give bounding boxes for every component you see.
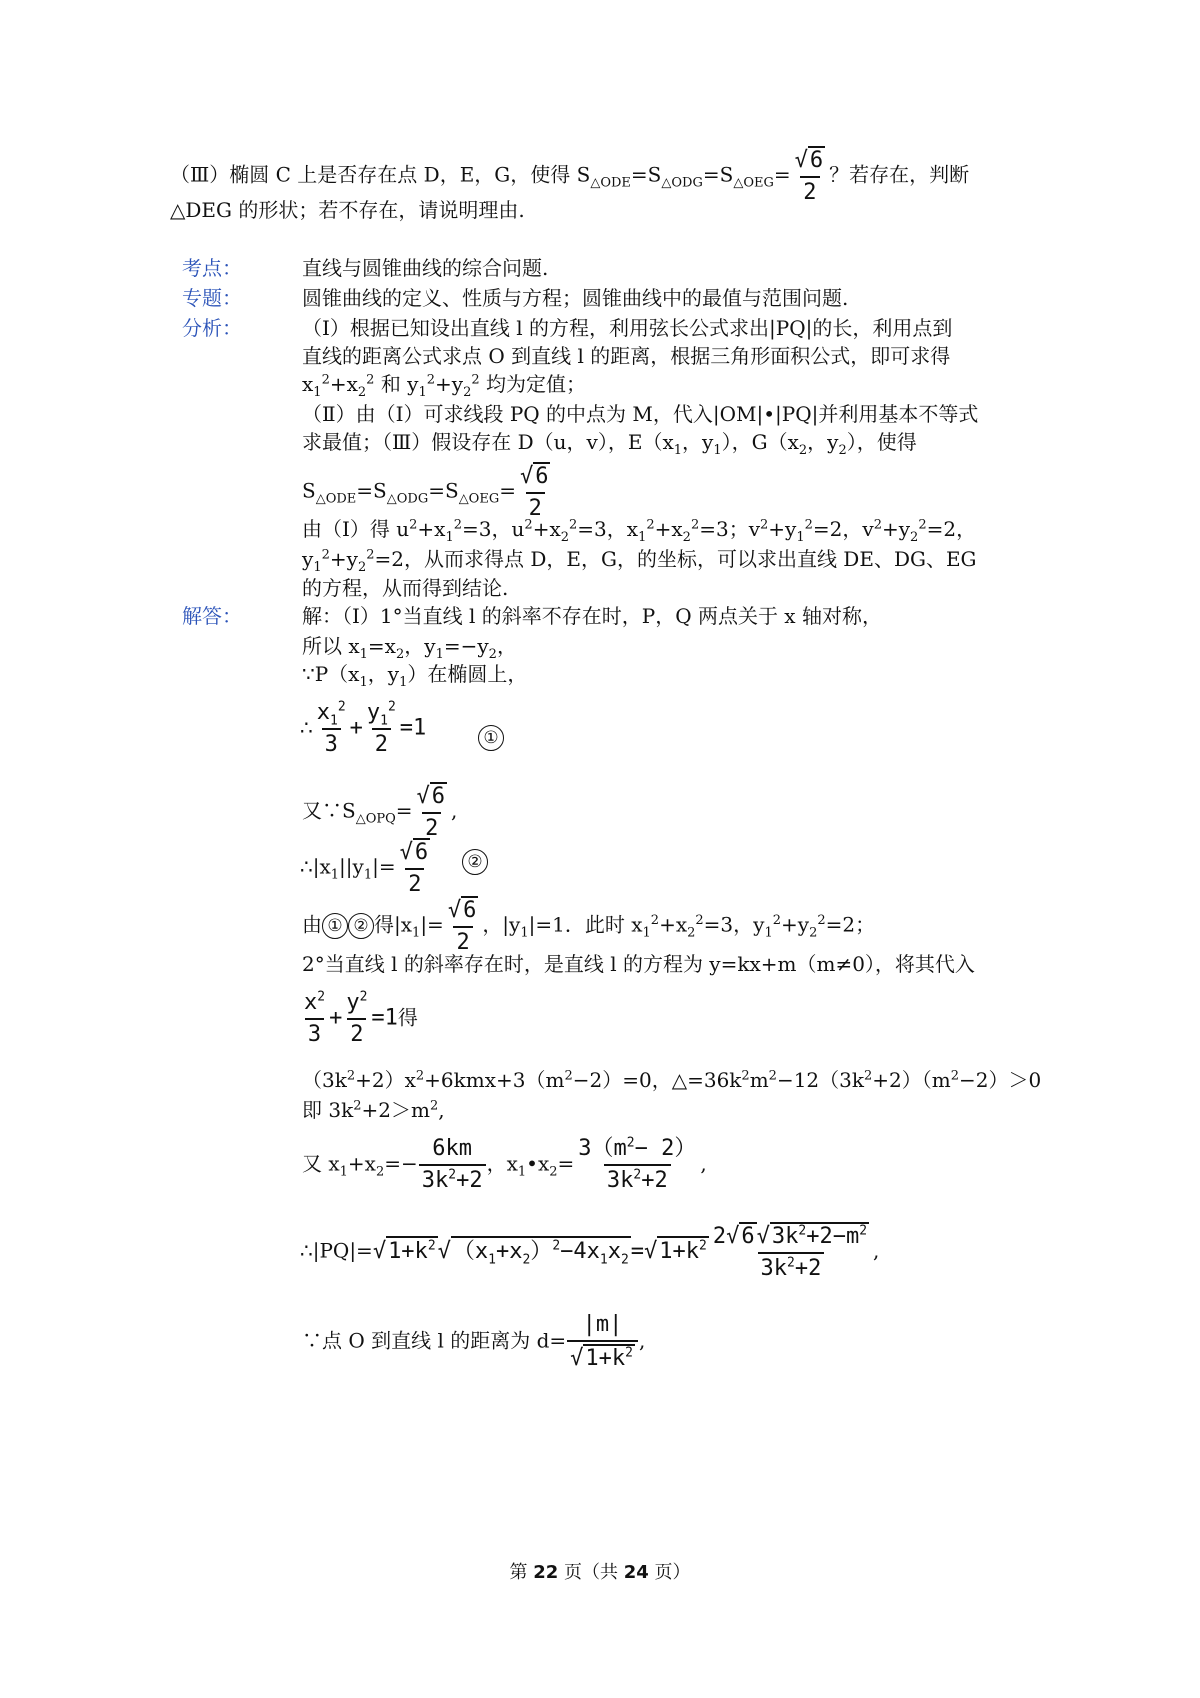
fenxi-line-8: $y_1^2+y_2^2=2$，从而求得点 D，E，G，的坐标，可以求出直线 DE、DG、EG [302, 547, 977, 575]
fenxi-line-7: 由（Ⅰ）得 $u^2+x_1^2=3$，$u^2+x_2^2=3$，$x_1^2+x_2^2=3$；$v^2+y_1^2=2$，$v^2+y_2^2=2$， [302, 517, 977, 545]
eq-distance: ∵点 O 到直线 l 的距离为 d= $\frac{|m|}{√1+k^2}$ , [302, 1312, 646, 1371]
fenxi-line-2: 直线的距离公式求点 O 到直线 l 的距离，根据三角形面积公式，即可求得 [302, 344, 951, 368]
fenxi-line-9: 的方程，从而得到结论. [302, 576, 509, 600]
question-line-1: （Ⅲ）椭圆 C 上是否存在点 D，E，G，使得 $S_{\triangle ODE}=S_{\triangle ODG}=S_{\triangle OEG}=$ $\frac{√6}{2}$ ？若存在，判断 [170, 148, 970, 205]
fenxi-line-5: 求最值；（Ⅲ）假设存在 D（u，v），$E(x_1$，$y_1$），$G(x_2$，$y_2$），使得 [302, 430, 917, 458]
jieda-line-3: $\because P(x_1$，$y_1$）在椭圆上， [302, 662, 528, 690]
eq-result: 由 ① ② 得$|x_1|=$ $\frac{√6}{2}$ ，$|y_1|=1$．此时 $x_1^2+x_2^2=3$，$y_1^2+y_2^2=2$； [302, 898, 876, 955]
sqrt6-over-2: $\frac{√6}{2}$ [794, 148, 824, 205]
eq-product: $\therefore|x_1||y_1|=$ $\frac{√6}{2}$ [300, 840, 429, 897]
kaodian-text: 直线与圆锥曲线的综合问题. [302, 256, 549, 280]
circle-number-1: ① [478, 722, 504, 751]
fenxi-line-6: $S_{\triangle ODE}=S_{\triangle ODG}=S_{\triangle OEG}=$ $\frac{√6}{2}$ [302, 464, 549, 521]
zhuanti-text: 圆锥曲线的定义、性质与方程；圆锥曲线中的最值与范围问题. [302, 286, 849, 310]
label-kaodian: 考点： [182, 256, 242, 280]
circle-number-2: ② [462, 846, 488, 875]
label-jieda: 解答： [182, 604, 242, 628]
eq-ellipse-1: ∴ $\frac{x_1^2}{3}$ + $\frac{y_1^2}{2}$ =1 [300, 699, 427, 757]
eq-ellipse-2: $\frac{x^2}{3}$ + $\frac{y^2}{2}$ =1得 [304, 989, 418, 1047]
question-line-2: △DEG 的形状；若不存在，请说明理由. [170, 198, 525, 222]
fenxi-line-3: $x_1^2+x_2^2$ 和 $y_1^2+y_2^2$ 均为定值； [302, 372, 587, 400]
eq-area: 又$\because S_{\triangle OPQ}=$ $\frac{√6}{2}$ , [302, 784, 458, 841]
label-zhuanti: 专题： [182, 286, 242, 310]
eq-quadratic: $(3k^2+2)x^2+6kmx+3(m^2-2)=0$，$\triangle=36k^2m^2-12(3k^2+2)(m^2-2)>0$ [302, 1068, 1042, 1092]
eq-pq-length: $\therefore|PQ|=√1+k^2√(x_1+x_2)^2-4x_1x_2=√1+k^2$ $\frac{2√6√3k^2+2-m^2}{3k^2+2}$ , [300, 1223, 880, 1281]
fenxi-line-4: （Ⅱ）由（Ⅰ）可求线段 PQ 的中点为 M，代入|OM|•|PQ|并利用基本不等式 [302, 402, 979, 426]
jieda-2deg: 2°当直线 l 的斜率存在时，是直线 l 的方程为 y=kx+m（m≠0），将其代入 [302, 952, 975, 976]
fenxi-line-1: （Ⅰ）根据已知设出直线 l 的方程，利用弦长公式求出|PQ|的长，利用点到 [302, 316, 953, 340]
eq-vieta: 又 $x_1+x_2=-$ $\frac{6km}{3k^2+2}$ ，$x_1•x_2=$ $\frac{3(m^2- 2)}{3k^2+2}$ , [302, 1135, 707, 1193]
jieda-line-2: 所以 $x_1=x_2$，$y_1=-y_2$， [302, 634, 517, 662]
eq-discriminant: 即 $3k^2+2>m^2$, [302, 1098, 445, 1122]
jieda-line-1: 解：（Ⅰ）1°当直线 l 的斜率不存在时，P，Q 两点关于 x 轴对称， [302, 604, 882, 628]
label-fenxi: 分析： [182, 316, 242, 340]
page-footer: 第 22 页（共 24 页） [509, 1562, 691, 1583]
